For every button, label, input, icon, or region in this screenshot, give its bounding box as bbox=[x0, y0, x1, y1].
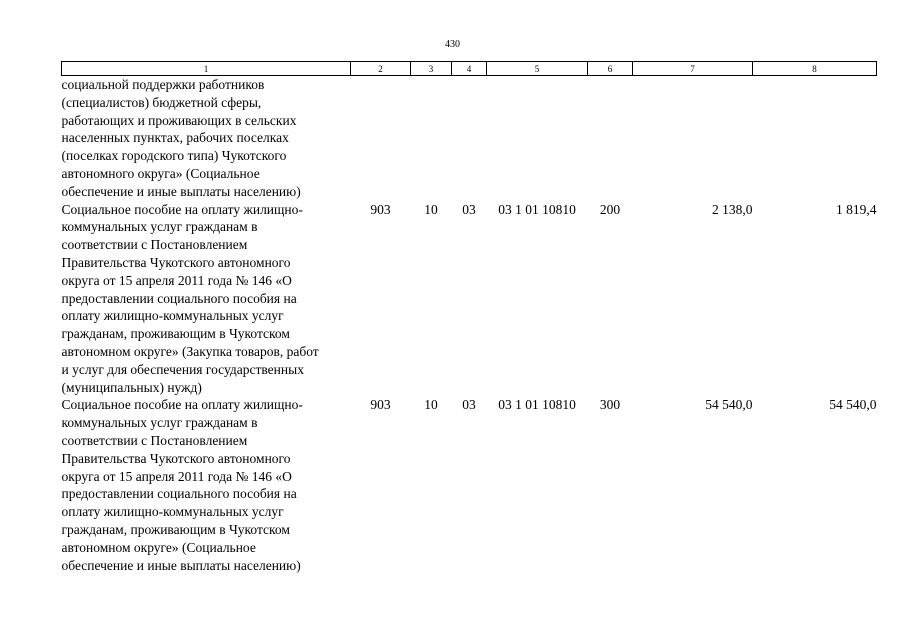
text-line: Правительства Чукотского автономного bbox=[61, 254, 291, 270]
text-line: гражданам, проживающим в Чукотском bbox=[61, 326, 290, 342]
text-line: оплату жилищно-коммунальных услуг bbox=[61, 504, 284, 520]
header-col-5: 5 bbox=[487, 62, 588, 76]
row-description bbox=[62, 76, 351, 201]
header-col-7: 7 bbox=[633, 62, 753, 76]
text-line: автономном округе» (Социальное bbox=[61, 539, 256, 555]
table-row bbox=[62, 201, 877, 397]
text-line: предоставлении социального пособия на bbox=[61, 486, 297, 502]
text-line: округа от 15 апреля 2011 года № 146 «О bbox=[61, 272, 292, 288]
row-description bbox=[62, 396, 351, 574]
header-col-6: 6 bbox=[588, 62, 633, 76]
subsection-code: 03 bbox=[462, 397, 476, 413]
text-line: (муниципальных) нужд) bbox=[61, 379, 202, 395]
text-line: Социальное пособие на оплату жилищно- bbox=[61, 201, 303, 217]
header-col-2: 2 bbox=[351, 62, 411, 76]
budget-table bbox=[61, 61, 877, 574]
header-col-8: 8 bbox=[753, 62, 877, 76]
table-row-continuation bbox=[62, 76, 877, 201]
expense-type-code: 300 bbox=[599, 397, 621, 413]
text-line: гражданам, проживающим в Чукотском bbox=[61, 521, 290, 537]
row-description bbox=[62, 201, 351, 397]
target-article-code: 03 1 01 10810 bbox=[498, 397, 576, 413]
text-line: обеспечение и иные выплаты населению) bbox=[61, 557, 301, 573]
text-line: обеспечение и иные выплаты населению) bbox=[61, 183, 301, 199]
sum-year-1: 54 540,0 bbox=[705, 397, 753, 413]
text-line: (поселках городского типа) Чукотского bbox=[61, 148, 287, 164]
text-line: социальной поддержки работников bbox=[61, 77, 265, 92]
text-line: Правительства Чукотского автономного bbox=[61, 450, 291, 466]
text-line: коммунальных услуг гражданам в bbox=[61, 219, 258, 235]
page-number: 430 bbox=[445, 39, 460, 50]
ministry-code: 903 bbox=[370, 397, 391, 413]
text-line: (специалистов) бюджетной сферы, bbox=[61, 94, 262, 110]
text-line: коммунальных услуг гражданам в bbox=[61, 415, 258, 431]
header-col-4: 4 bbox=[452, 62, 487, 76]
sum-year-2: 1 819,4 bbox=[836, 201, 877, 217]
header-row bbox=[62, 62, 877, 76]
text-line: автономного округа» (Социальное bbox=[61, 165, 260, 181]
target-article-code: 03 1 01 10810 bbox=[498, 201, 576, 217]
text-line: округа от 15 апреля 2011 года № 146 «О bbox=[61, 468, 292, 484]
section-code: 10 bbox=[424, 201, 438, 217]
section-code: 10 bbox=[424, 397, 438, 413]
text-line: соответствии с Постановлением bbox=[61, 237, 248, 253]
text-line: предоставлении социального пособия на bbox=[61, 290, 297, 306]
table-row bbox=[62, 396, 877, 574]
header-col-1: 1 bbox=[62, 62, 351, 76]
text-line: работающих и проживающих в сельских bbox=[61, 112, 297, 128]
subsection-code: 03 bbox=[462, 201, 476, 217]
expense-type-code: 200 bbox=[599, 201, 621, 217]
text-line: населенных пунктах, рабочих поселках bbox=[61, 130, 289, 146]
text-line: оплату жилищно-коммунальных услуг bbox=[61, 308, 284, 324]
text-line: соответствии с Постановлением bbox=[61, 432, 248, 448]
sum-year-2: 54 540,0 bbox=[829, 397, 877, 413]
text-line: автономном округе» (Закупка товаров, работ bbox=[61, 343, 319, 359]
text-line: Социальное пособие на оплату жилищно- bbox=[61, 397, 303, 413]
sum-year-1: 2 138,0 bbox=[712, 201, 753, 217]
ministry-code: 903 bbox=[370, 201, 391, 217]
header-col-3: 3 bbox=[411, 62, 452, 76]
text-line: и услуг для обеспечения государственных bbox=[61, 361, 304, 377]
